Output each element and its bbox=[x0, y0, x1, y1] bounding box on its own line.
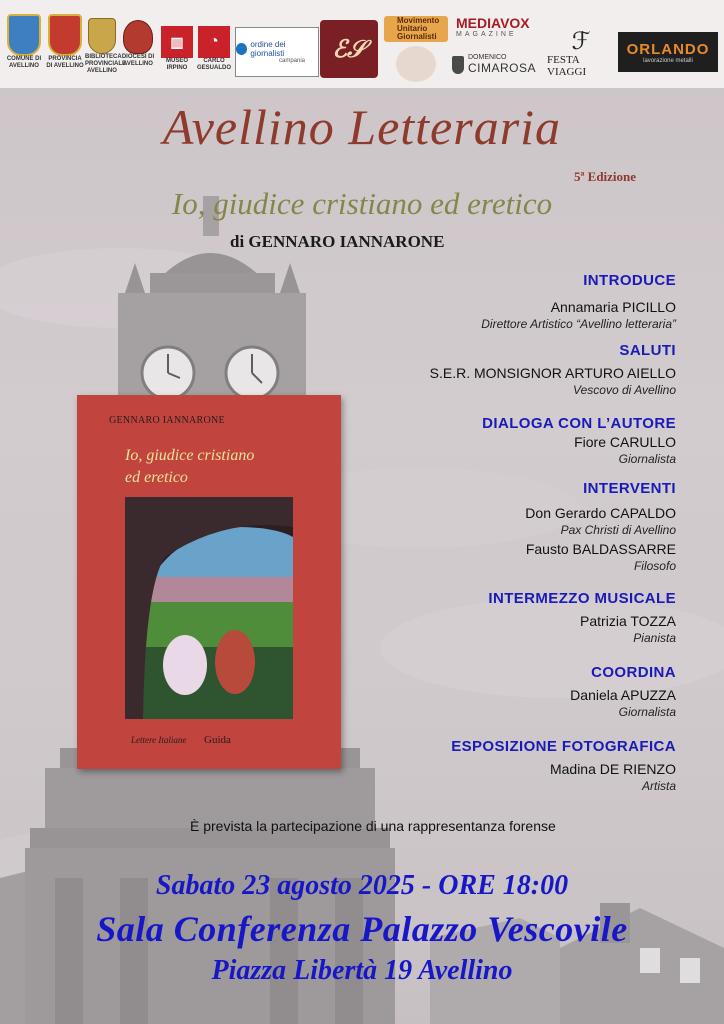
biblioteca-logo: BIBLIOTECA PROVINCIALE AVELLINO bbox=[85, 18, 119, 75]
participant-role: Giornalista bbox=[618, 705, 676, 719]
cover-author: GENNARO IANNARONE bbox=[109, 415, 225, 426]
participant-role: Pianista bbox=[633, 631, 676, 645]
program-section bbox=[276, 664, 676, 720]
lion-logo bbox=[396, 46, 436, 82]
participant-name: Madina DE RIENZO bbox=[549, 761, 676, 777]
comune-avellino-logo: COMUNE DI AVELLINO bbox=[4, 14, 44, 70]
event-series-title: Avellino Letteraria bbox=[162, 99, 562, 155]
cover-publisher: Guida bbox=[204, 734, 231, 746]
program-section bbox=[276, 590, 676, 646]
participant-name: Daniela APUZZA bbox=[570, 687, 676, 703]
participant-name: Don Gerardo CAPALDO bbox=[525, 505, 676, 521]
ordine-giornalisti-logo: ordine dei giornalisti campania bbox=[235, 27, 319, 77]
cover-title: Io, giudice cristiano ed eretico bbox=[125, 447, 255, 486]
section-heading: ESPOSIZIONE FOTOGRAFICA bbox=[451, 738, 676, 755]
ordine-icon bbox=[236, 43, 247, 55]
cimarosa-crest-icon bbox=[452, 56, 464, 74]
event-datetime: Sabato 23 agosto 2025 - ORE 18:00 bbox=[155, 870, 569, 901]
museo-irpino-logo: ▥ MUSEO IRPINO bbox=[160, 26, 194, 72]
event-address: Piazza Libertà 19 Avellino bbox=[211, 955, 513, 986]
participant-role: Artista bbox=[641, 779, 676, 793]
program-section bbox=[276, 738, 676, 794]
section-heading: INTRODUCE bbox=[583, 272, 676, 289]
participant-name: Patrizia TOZZA bbox=[580, 613, 676, 629]
festa-viaggi-logo: ℱ FESTA VIAGGI bbox=[547, 29, 591, 78]
program-section bbox=[276, 272, 676, 332]
book-title: Io, giudice cristiano ed eretico bbox=[171, 186, 553, 221]
mediavox-logo: MEDIAVOX MAGAZINE bbox=[456, 15, 530, 38]
cover-series: Lettere Italiane bbox=[131, 735, 187, 745]
edizioni-logo: ℰ𝒮 bbox=[320, 20, 378, 78]
cimarosa-logo: DOMENICO CIMAROSA bbox=[452, 54, 538, 75]
participant-role: Direttore Artistico “Avellino letteraria” bbox=[481, 317, 676, 331]
participant-role: Vescovo di Avellino bbox=[573, 383, 676, 397]
carlo-gesualdo-logo: ◔ CARLO GESUALDO bbox=[196, 26, 232, 72]
diocesi-logo: DIOCESI DI AVELLINO bbox=[121, 20, 155, 68]
ff-monogram-icon: ℱ bbox=[571, 29, 591, 55]
section-heading: SALUTI bbox=[619, 342, 676, 359]
section-heading: INTERVENTI bbox=[583, 480, 676, 497]
participant-name: S.E.R. MONSIGNOR ARTURO AIELLO bbox=[429, 365, 676, 381]
program-section bbox=[276, 415, 676, 467]
sponsor-logo-strip bbox=[0, 0, 724, 88]
movimento-unitario-logo: Movimento Unitario Giornalisti bbox=[384, 16, 448, 42]
provincia-avellino-logo: PROVINCIA DI AVELLINO bbox=[46, 14, 84, 70]
participant-name: Fiore CARULLO bbox=[574, 434, 676, 450]
orlando-logo: ORLANDO lavorazione metalli bbox=[618, 32, 718, 72]
participant-name: Annamaria PICILLO bbox=[550, 299, 676, 315]
participant-role: Giornalista bbox=[618, 452, 676, 466]
program-section bbox=[276, 342, 676, 398]
edition-label: 5ª Edizione bbox=[574, 169, 637, 184]
participant-name: Fausto BALDASSARRE bbox=[525, 541, 676, 557]
participation-note: È prevista la partecipazione di una rappresentanza forense bbox=[190, 818, 556, 834]
cover-painting bbox=[125, 497, 293, 719]
program-section bbox=[276, 480, 676, 574]
event-venue: Sala Conferenza Palazzo Vescovile bbox=[96, 909, 628, 949]
section-heading: DIALOGA CON L’AUTORE bbox=[482, 415, 676, 432]
section-heading: INTERMEZZO MUSICALE bbox=[488, 590, 676, 607]
participant-role: Pax Christi di Avellino bbox=[560, 523, 676, 537]
section-heading: COORDINA bbox=[591, 664, 676, 681]
author-line: di GENNARO IANNARONE bbox=[230, 232, 445, 251]
participant-role: Filosofo bbox=[633, 559, 676, 573]
